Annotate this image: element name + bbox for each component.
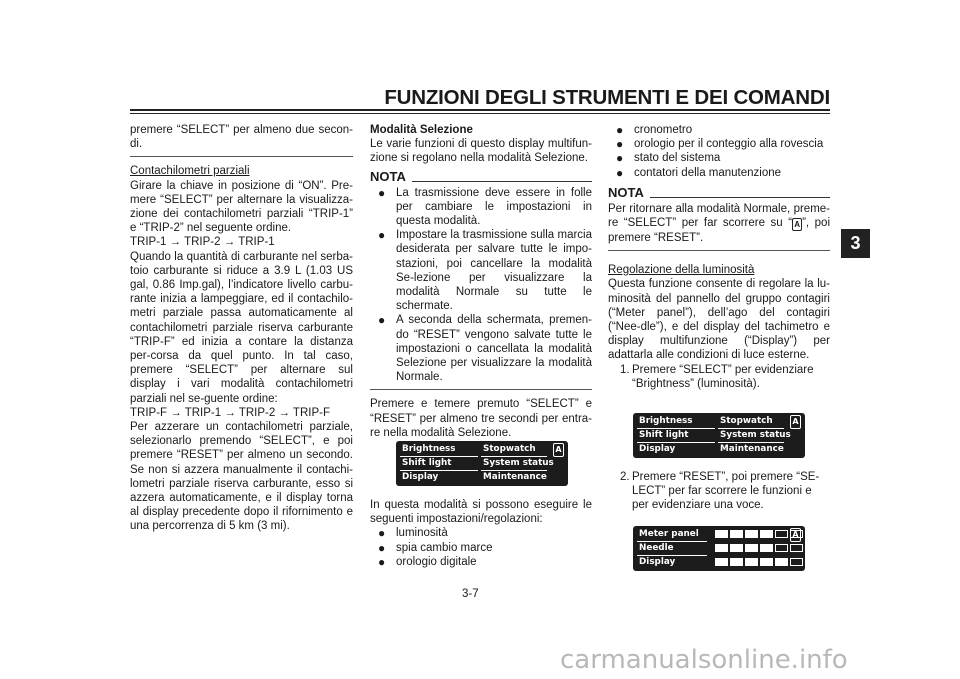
lcd-row <box>633 528 805 541</box>
level-block <box>715 530 728 538</box>
note-label: NOTA <box>370 168 406 184</box>
step-item <box>608 470 830 513</box>
note-header <box>608 186 830 200</box>
paragraph: Girare la chiave in posizione di “ON”. Pre-mere “SELECT” per alternare la visualizza-zione dei contachilometri parziali “TRIP-1” e “TRIP-2” nel seguente ordine. <box>130 179 353 235</box>
list-item: ● orologio digitale <box>376 555 592 569</box>
lcd-item-stopwatch: Stopwatch <box>483 444 536 454</box>
page-number: 3-7 <box>462 588 479 600</box>
level-block <box>730 530 743 538</box>
lcd-a-icon: A <box>553 443 564 457</box>
steps-list <box>608 363 830 391</box>
level-block <box>745 544 758 552</box>
level-block <box>790 558 803 566</box>
step-text: Premere “SELECT” per evidenziare “Brightness” (luminosità). <box>632 363 814 390</box>
lcd-selection-menu-2 <box>633 413 805 458</box>
note-item: ● La trasmissione deve essere in folle per cambiare le impostazioni in questa modalità. <box>376 186 592 229</box>
paragraph: Per azzerare un contachilometri parziale, selezionarlo premendo “SELECT”, e poi premere “RESET” per almeno un secondo. Se non si azzera manualmente il contachi-lometri parziale riserva carburante, esso si azzera automaticamente, e il display torna al display precedente dopo il rifornimento e una percorrenza di 5 km (3 mi). <box>130 421 353 533</box>
level-block <box>760 544 773 552</box>
lcd-row <box>396 457 568 470</box>
lcd-row <box>396 471 568 484</box>
header-rule <box>130 109 830 111</box>
chapter-tab: 3 <box>841 229 870 258</box>
subheading-selection-mode: Modalità Selezione <box>370 124 473 136</box>
watermark: carmanualsonline.info <box>560 645 848 675</box>
lcd-item-stopwatch: Stopwatch <box>720 416 773 426</box>
lcd-item-shift-light: Shift light <box>639 430 689 440</box>
lcd-item-brightness: Brightness <box>402 444 456 454</box>
header-rule-thin <box>130 113 830 114</box>
level-block <box>715 544 728 552</box>
lcd-selection-menu <box>396 441 568 486</box>
lcd-row <box>633 556 805 569</box>
step-number: 1. <box>620 363 630 376</box>
lcd-item-needle: Needle <box>639 543 674 553</box>
note-list <box>370 186 592 385</box>
note-label: NOTA <box>608 184 644 200</box>
lcd-a-icon: A <box>790 415 801 429</box>
lcd-item-shift-light: Shift light <box>402 458 452 468</box>
level-bar <box>715 544 803 552</box>
step-number: 2. <box>620 471 630 483</box>
sequence-text: TRIP-F → TRIP-1 → TRIP-2 → TRIP-F <box>130 406 330 419</box>
level-block <box>775 544 788 552</box>
list-item: ● orologio per il conteggio alla rovescia <box>614 137 830 151</box>
paragraph: Questa funzione consente di regolare la lu-minosità del pannello del gruppo contagiri (“Meter panel”), dell’ago del contagiri (“Nee-dle”), e del display del tachimetro e display multifunzione (“Display”) per adattarla alle condizioni di luce esterne. <box>608 278 830 362</box>
settings-list-cont <box>608 123 830 180</box>
lcd-row <box>633 429 805 442</box>
settings-list <box>370 526 592 569</box>
lcd-item-display: Display <box>639 557 676 567</box>
lcd-a-icon: A <box>790 528 801 542</box>
list-item: ● contatori della manutenzione <box>614 166 830 180</box>
paragraph: Le varie funzioni di questo display multifun-zione si regolano nella modalità Selezione. <box>370 138 592 165</box>
level-block <box>760 530 773 538</box>
step-text: Premere “RESET”, poi premere “SE-LECT” per far scorrere le funzioni e per evidenziare una voce. <box>632 471 820 512</box>
lcd-row <box>396 443 568 456</box>
subheading-brightness: Regolazione della luminosità <box>608 264 755 277</box>
step-item <box>608 363 830 391</box>
lcd-row <box>633 542 805 555</box>
column-middle-bottom <box>370 498 592 569</box>
note-rule <box>650 197 830 198</box>
lcd-item-meter-panel: Meter panel <box>639 529 699 539</box>
column-right-bottom <box>608 470 830 513</box>
lcd-brightness-menu <box>633 526 805 571</box>
level-block <box>775 530 788 538</box>
level-block <box>730 558 743 566</box>
level-bar <box>715 558 803 566</box>
note-rule <box>412 181 592 182</box>
level-block <box>730 544 743 552</box>
note-item: ● A seconda della schermata, premen-do “RESET” vengono salvate tutte le impostazioni o cancellata la modalità Selezione per visualizzare la modalità Normale. <box>376 313 592 384</box>
lcd-row <box>633 443 805 456</box>
section-title: FUNZIONI DEGLI STRUMENTI E DEI COMANDI <box>384 86 830 109</box>
divider <box>608 250 830 251</box>
note-header <box>370 170 592 184</box>
lcd-item-display: Display <box>639 444 676 454</box>
paragraph: premere “SELECT” per almeno due secon-di. <box>130 124 353 151</box>
lcd-item-maintenance: Maintenance <box>483 472 547 482</box>
note-item: ● Impostare la trasmissione sulla marcia desiderata per salvare tutte le impo-stazioni, poi cancellare la modalità Se-lezione per visualizzare la modalità Normale su tutte le schermate. <box>376 228 592 313</box>
divider <box>130 156 353 157</box>
level-block <box>745 530 758 538</box>
list-item: ● spia cambio marce <box>376 541 592 555</box>
paragraph: In questa modalità si possono eseguire le seguenti impostazioni/regolazioni: <box>370 499 592 526</box>
list-item: ● cronometro <box>614 123 830 137</box>
level-block <box>715 558 728 566</box>
level-block <box>790 544 803 552</box>
paragraph: Premere e temere premuto “SELECT” e “RESET” per almeno tre secondi per entra-re nella modalità Selezione. <box>370 398 592 439</box>
lcd-item-brightness: Brightness <box>639 416 693 426</box>
lcd-item-system-status: System status <box>483 458 554 468</box>
note-text <box>608 202 830 245</box>
list-item: ● luminosità <box>376 526 592 540</box>
lcd-row <box>633 415 805 428</box>
level-block <box>760 558 773 566</box>
note-text-part: ”, poi premere “RESET”. <box>608 217 830 245</box>
column-right <box>608 123 830 391</box>
column-left <box>130 123 353 534</box>
divider <box>370 389 592 390</box>
level-block <box>775 558 788 566</box>
lcd-item-maintenance: Maintenance <box>720 444 784 454</box>
paragraph: Quando la quantità di carburante nel serba-toio carburante si riduce a 3.9 L (1.03 US gal, 0.86 Imp.gal), l’indicatore livello carbu-rante inizia a lampeggiare, ed il contachilo-metri parziale passa automaticamente al contachilometri parziale riserva carburante “TRIP-F” ed inizia a contare la distanza per-corsa da quel punto. In tal caso, premere “SELECT” per alternare sul display i vari modalità contachilometri parziali nel se-guente ordine: <box>130 250 353 405</box>
sequence-text: TRIP-1 → TRIP-2 → TRIP-1 <box>130 236 275 249</box>
a-icon: A <box>792 218 802 231</box>
column-middle <box>370 123 592 440</box>
note-text-part: Per ritornare alla modalità Normale, preme-re “SELECT” per far scorrere su “ <box>608 202 830 230</box>
level-block <box>745 558 758 566</box>
list-item: ● stato del sistema <box>614 151 830 165</box>
lcd-item-display: Display <box>402 472 439 482</box>
lcd-item-system-status: System status <box>720 430 791 440</box>
subheading-tripmeter: Contachilometri parziali <box>130 165 250 178</box>
